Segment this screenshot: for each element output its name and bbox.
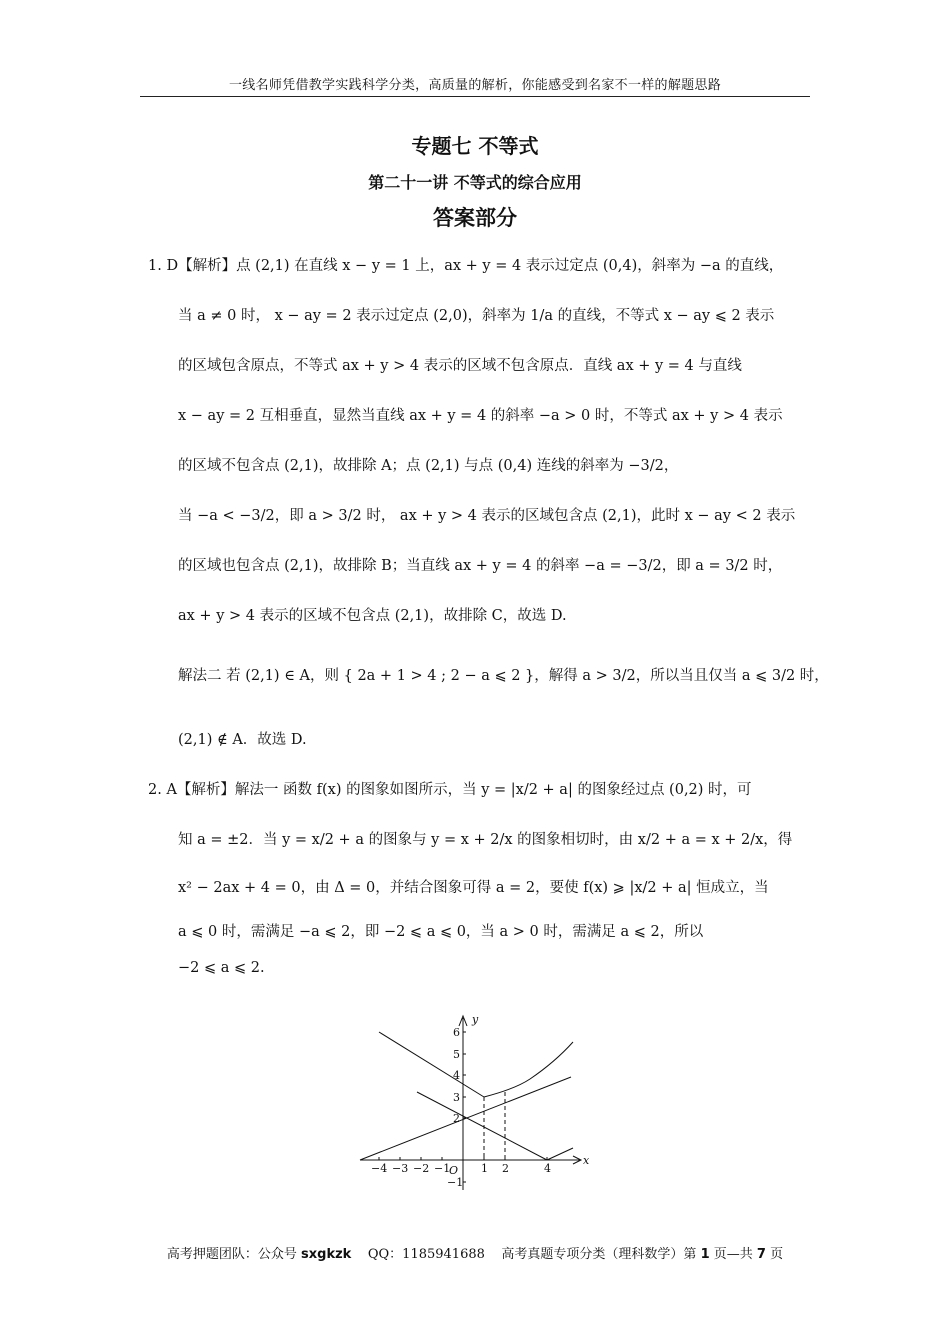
x-tick-label: −3 <box>392 1162 409 1175</box>
problem2-line: −2 ⩽ a ⩽ 2. <box>178 960 265 976</box>
x-tick-label: 2 <box>502 1162 509 1175</box>
abs-line-a-positive <box>360 1077 571 1160</box>
footer-mid: 页—共 <box>713 1247 753 1262</box>
origin-label: O <box>449 1164 459 1177</box>
abs-line-a-negative-tail <box>547 1148 573 1160</box>
problem1-line: ax + y > 4 表示的区域不包含点 (2,1)，故排除 C，故选 D. <box>178 608 567 624</box>
section-title: 答案部分 <box>433 206 517 230</box>
footer-account: sxgkzk <box>301 1247 352 1262</box>
problem1-line: 的区域包含原点，不等式 ax + y > 4 表示的区域不包含原点．直线 ax + y = 4 与直线 <box>178 358 742 374</box>
problem2-line: a ⩽ 0 时，需满足 −a ⩽ 2，即 −2 ⩽ a ⩽ 0，当 a > 0 时，需满足 a ⩽ 2，所以 <box>178 924 704 940</box>
x-tick-label: −1 <box>434 1162 451 1175</box>
y-tick-label: 3 <box>453 1091 460 1104</box>
problem2-line: x² − 2ax + 4 = 0，由 Δ = 0，并结合图象可得 a = 2，要使 f(x) ⩾ |x/2 + a| 恒成立，当 <box>178 880 769 896</box>
y-tick-label: 4 <box>453 1069 460 1082</box>
problem2-line: 2. A【解析】解法一 函数 f(x) 的图象如图所示，当 y = |x/2 + a| 的图象经过点 (0,2) 时，可 <box>148 782 752 798</box>
problem1-line: 当 −a < −3/2，即 a > 3/2 时， ax + y > 4 表示的区域包含点 (2,1)，此时 x − ay < 2 表示 <box>178 508 796 524</box>
x-tick-label: −4 <box>371 1162 388 1175</box>
y-tick-label: −1 <box>447 1176 464 1189</box>
x-tick-label: −2 <box>413 1162 430 1175</box>
abs-line-a-negative <box>417 1092 547 1160</box>
x-tick-label: 1 <box>481 1162 488 1175</box>
lecture-title: 第二十一讲 不等式的综合应用 <box>368 173 582 192</box>
chapter-title: 专题七 不等式 <box>411 134 539 158</box>
footer-series: 高考真题专项分类（理科数学）第 <box>501 1247 697 1262</box>
x-tick-label: 4 <box>544 1162 551 1175</box>
problem1-line: 的区域不包含点 (2,1)，故排除 A；点 (2,1) 与点 (0,4) 连线的斜率为 −3/2， <box>178 458 679 474</box>
header-slogan: 一线名师凭借教学实践科学分类，高质量的解析，你能感受到名家不一样的解题思路 <box>228 78 722 93</box>
footer-team: 高考押题团队：公众号 <box>166 1247 297 1262</box>
fx-right-branch <box>484 1042 573 1097</box>
problem1-alt-solution-line: 解法二 若 (2,1) ∈ A，则 { 2a + 1 > 4 ; 2 − a ⩽ 2 }，解得 a > 3/2，所以当且仅当 a ⩽ 3/2 时， <box>178 668 829 684</box>
y-tick-label: 5 <box>453 1048 460 1061</box>
problem1-line: x − ay = 2 互相垂直，显然当直线 ax + y = 4 的斜率 −a > 0 时，不等式 ax + y > 4 表示 <box>178 408 783 424</box>
x-axis-label: x <box>583 1154 590 1167</box>
page-footer <box>0 1243 950 1262</box>
footer-qq: QQ：1185941688 <box>367 1247 485 1262</box>
problem1-line: 当 a ≠ 0 时， x − ay = 2 表示过定点 (2,0)，斜率为 1/a 的直线，不等式 x − ay ⩽ 2 表示 <box>178 308 775 324</box>
y-tick-label: 2 <box>453 1112 460 1125</box>
problem2-line: 知 a = ±2．当 y = x/2 + a 的图象与 y = x + 2/x 的图象相切时，由 x/2 + a = x + 2/x，得 <box>178 832 793 848</box>
header-rule <box>140 96 810 97</box>
footer-end: 页 <box>770 1247 784 1262</box>
y-tick-label: 6 <box>453 1026 460 1039</box>
problem1-line: 的区域也包含点 (2,1)，故排除 B；当直线 ax + y = 4 的斜率 −a = −3/2，即 a = 3/2 时， <box>178 558 783 574</box>
y-axis-label: y <box>472 1013 479 1026</box>
fx-left-branch <box>379 1032 484 1097</box>
footer-total-pages: 7 <box>756 1247 766 1262</box>
function-graph-figure <box>355 1012 595 1192</box>
problem1-line: 1. D【解析】点 (2,1) 在直线 x − y = 1 上，ax + y = 4 表示过定点 (0,4)，斜率为 −a 的直线， <box>148 258 784 274</box>
problem1-conclusion-line: (2,1) ∉ A．故选 D. <box>178 732 307 748</box>
footer-page-number: 1 <box>700 1247 710 1262</box>
